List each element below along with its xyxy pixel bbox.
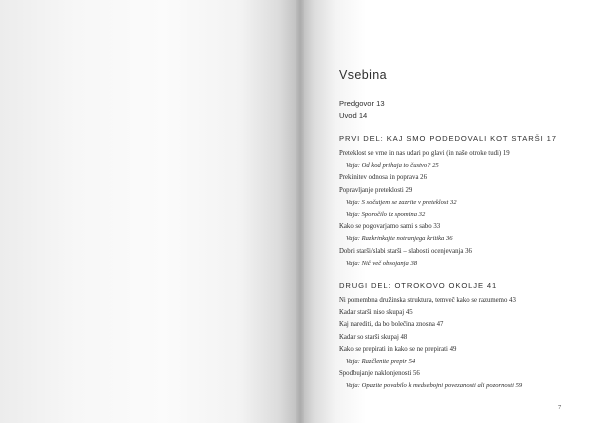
toc-entry: Popravljanje preteklosti 29 [339,186,413,194]
toc-entry: Kako se prepirati in kako se ne prepirati 49 [339,345,457,353]
toc-title: Vsebina [339,68,387,82]
toc-exercise-entry: Vaja: Razkrinkajte notranjega kritika 36 [346,235,453,243]
toc-entry: Ni pomembna družinska struktura, temveč kako se razumemo 43 [339,297,516,304]
toc-entry: Dobri starši/slabi starši – slabosti ocenjevanja 36 [339,247,472,255]
toc-entry: Kadar so starši skupaj 48 [339,333,408,341]
toc-exercise-entry: Vaja: S sočutjem se zazrite v preteklost 32 [346,198,457,206]
toc-entry: Prekinitev odnosa in poprava 26 [339,174,427,182]
toc-exercise-entry: Vaja: Razčlenite prepir 54 [346,357,416,365]
toc-entry: Kako se pogovarjamo sami s sabo 33 [339,223,441,231]
part-two-heading: DRUGI DEL: OTROKOVO OKOLJE 41 [339,281,498,290]
page-number: 7 [558,404,562,411]
toc-exercise-entry: Vaja: Opazite povabilo k medsebojni povezanosti ali pozornosti 59 [346,382,523,390]
toc-entry-introduction: Uvod 14 [339,111,368,120]
toc-entry: Kadar starši niso skupaj 45 [339,309,413,317]
toc-exercise-entry: Vaja: Sporočilo iz spomina 32 [346,210,426,218]
part-one-heading: PRVI DEL: KAJ SMO PODEDOVALI KOT STARŠI 17 [339,134,557,143]
toc-entry-preface: Predgovor 13 [339,99,385,108]
toc-entry: Spodbujanje naklonjenosti 56 [339,370,420,378]
book-gutter [296,0,304,423]
part-one-entries [339,148,589,270]
toc-entry: Kaj narediti, da bo bolečina znosna 47 [339,321,444,329]
toc-exercise-entry: Vaja: Nič več obsojanja 38 [346,259,418,267]
front-matter [339,98,385,122]
part-two-entries [339,295,589,393]
toc-exercise-entry: Vaja: Od kod prihaja to čustvo? 25 [346,162,439,170]
toc-entry: Preteklost se vrne in nas udari po glavi (in naše otroke tudi) 19 [339,150,510,157]
